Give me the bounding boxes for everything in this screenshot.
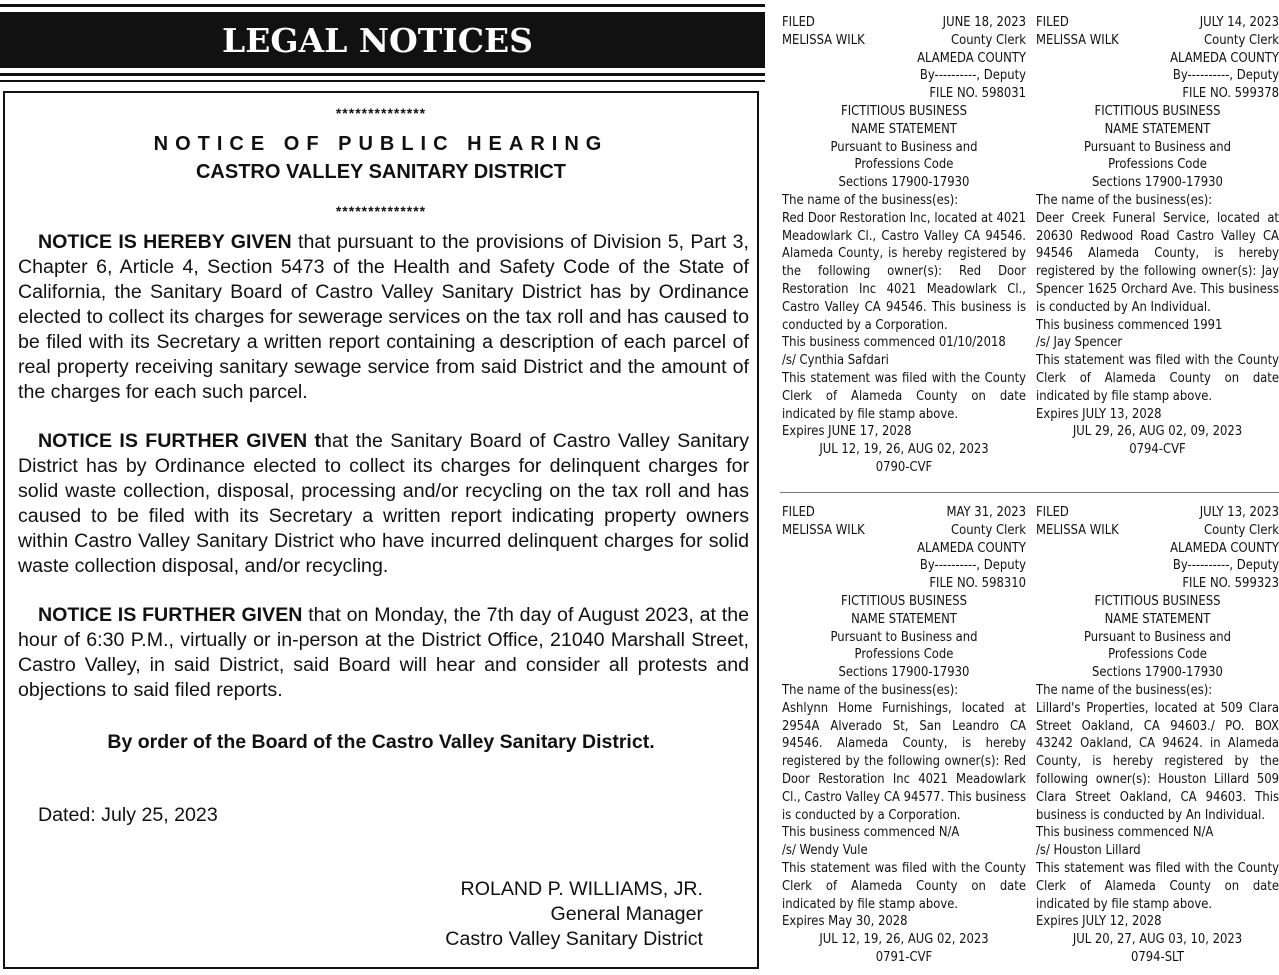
deputy: By----------, Deputy bbox=[919, 558, 1026, 574]
file-number: FILE NO. 598031 bbox=[929, 86, 1026, 102]
signature-title: General Manager bbox=[550, 903, 703, 925]
commenced: This business commenced 01/10/2018 bbox=[782, 335, 1006, 351]
star-divider-top: ************** bbox=[335, 105, 427, 121]
business-names-label: The name of the business(es): bbox=[782, 192, 959, 208]
publication-dates: JUL 29, 26, AUG 02, 09, 2023 bbox=[1072, 424, 1243, 440]
notice-district: CASTRO VALLEY SANITARY DISTRICT bbox=[195, 161, 567, 183]
statement-heading: NAME STATEMENT bbox=[1104, 121, 1211, 137]
filing-statement: This statement was filed with the County Clerk of Alameda County on date indicated by file stamp above. bbox=[782, 370, 1026, 422]
paragraph-text: that pursuant to the provisions of Division 5, Part 3, Chapter 6, Article 4, Section 5473 of the Health and Safety Code of the State of California, the Sanitary Board of Castro Valley Sanitary District has by Ordinance elected to collect its charges for sewerage services on the tax roll and has caused to be filed with its Secretary a written report containing a description of each parcel of real property receiving sanitary sewage service from said District and the amount of the charges for each such parcel. bbox=[18, 231, 750, 403]
notice-paragraph-3 bbox=[18, 603, 749, 703]
filed-label: FILED bbox=[1036, 505, 1069, 520]
section-banner bbox=[0, 12, 765, 68]
statement-heading: NAME STATEMENT bbox=[1104, 611, 1211, 627]
public-hearing-notice bbox=[3, 91, 759, 969]
notice-title: NOTICE OF PUBLIC HEARING bbox=[153, 133, 609, 155]
top-rule bbox=[0, 4, 765, 7]
clerk-name: MELISSA WILK bbox=[782, 32, 865, 48]
bottom-rule-thin bbox=[0, 80, 765, 82]
signature-name: ROLAND P. WILLIAMS, JR. bbox=[460, 878, 703, 900]
statement-heading: FICTITIOUS BUSINESS bbox=[1094, 593, 1221, 609]
star-divider-bottom: ************** bbox=[335, 203, 427, 219]
notice-code: 0790-CVF bbox=[875, 459, 933, 475]
filed-row bbox=[1036, 14, 1279, 32]
statement-heading: NAME STATEMENT bbox=[851, 611, 957, 627]
county: ALAMEDA COUNTY bbox=[1170, 540, 1279, 556]
county: ALAMEDA COUNTY bbox=[1170, 50, 1279, 66]
statement-subheading: Pursuant to Business and bbox=[830, 629, 978, 645]
clerk-title: County Clerk bbox=[1203, 522, 1279, 538]
publication-dates: JUL 20, 27, AUG 03, 10, 2023 bbox=[1072, 932, 1243, 948]
deputy: By----------, Deputy bbox=[1172, 68, 1279, 84]
column-divider bbox=[780, 492, 1279, 493]
notice-code: 0794-CVF bbox=[1129, 442, 1186, 458]
county: ALAMEDA COUNTY bbox=[917, 50, 1026, 66]
fbn-statement bbox=[782, 504, 1026, 967]
notice-code: 0791-CVF bbox=[875, 949, 933, 965]
expiration: Expires JUNE 17, 2028 bbox=[782, 424, 912, 440]
fbn-statement bbox=[1036, 504, 1279, 967]
notice-paragraph-2 bbox=[18, 429, 749, 579]
file-number: FILE NO. 599378 bbox=[1182, 86, 1279, 102]
statement-heading: FICTITIOUS BUSINESS bbox=[841, 103, 967, 119]
statement-heading: FICTITIOUS BUSINESS bbox=[1094, 103, 1221, 119]
paragraph-text: hat the Sanitary Board of Castro Valley Sanitary District has by Ordinance elected to collect its charges for delinquent charges for solid waste collection, disposal, processing and/or recycling on the tax roll and has caused to be filed with its Secretary a written report indicating property owners within Castro Valley Sanitary District who have incurred delinquent charges for solid waste collection disposal, and/or recycling. bbox=[18, 430, 749, 577]
file-number: FILE NO. 598310 bbox=[929, 576, 1026, 592]
statement-subheading: Pursuant to Business and bbox=[1083, 629, 1232, 645]
filed-label: FILED bbox=[782, 505, 815, 520]
statement-subheading: Sections 17900-17930 bbox=[1092, 175, 1223, 191]
business-names-label: The name of the business(es): bbox=[1036, 192, 1213, 208]
deputy: By----------, Deputy bbox=[919, 68, 1026, 84]
signed-by: /s/ Cynthia Safdari bbox=[782, 353, 889, 369]
notice-paragraph-1 bbox=[18, 230, 749, 405]
deputy: By----------, Deputy bbox=[1172, 558, 1279, 574]
clerk-row bbox=[1036, 32, 1279, 50]
clerk-name: MELISSA WILK bbox=[1036, 32, 1119, 48]
filing-statement: This statement was filed with the County Clerk of Alameda County on date indicated by file stamp above. bbox=[1036, 860, 1279, 912]
clerk-name: MELISSA WILK bbox=[782, 522, 865, 538]
statement-subheading: Professions Code bbox=[1108, 647, 1207, 663]
clerk-title: County Clerk bbox=[1203, 32, 1279, 48]
county: ALAMEDA COUNTY bbox=[917, 540, 1026, 556]
business-names-label: The name of the business(es): bbox=[782, 682, 959, 698]
business-names-label: The name of the business(es): bbox=[1036, 682, 1213, 698]
statement-subheading: Pursuant to Business and bbox=[1083, 139, 1232, 155]
statement-subheading: Pursuant to Business and bbox=[830, 139, 978, 155]
signed-by: /s/ Houston Lillard bbox=[1036, 843, 1141, 859]
fbn-statement bbox=[782, 14, 1026, 477]
commenced: This business commenced N/A bbox=[782, 825, 960, 841]
publication-dates: JUL 12, 19, 26, AUG 02, 2023 bbox=[819, 932, 989, 948]
statement-subheading: Professions Code bbox=[854, 157, 954, 173]
clerk-title: County Clerk bbox=[951, 32, 1026, 48]
business-details: Red Door Restoration Inc, located at 4021 Meadowlark Cl., Castro Valley CA 94546. Alameda County, is hereby registered by the following owner(s): Red Door Restoration Inc 4021 Meadowlark Cl., Castro Valley CA 94546. This business is conducted by a Corporation. bbox=[782, 210, 1026, 333]
filing-statement: This statement was filed with the County Clerk of Alameda County on date indicated by file stamp above. bbox=[782, 860, 1026, 912]
filed-row bbox=[782, 504, 1026, 522]
statement-subheading: Professions Code bbox=[854, 647, 954, 663]
clerk-name: MELISSA WILK bbox=[1036, 522, 1119, 538]
statement-subheading: Sections 17900-17930 bbox=[1092, 665, 1223, 681]
filed-date: JUNE 18, 2023 bbox=[942, 15, 1026, 30]
filed-date: JULY 14, 2023 bbox=[1199, 15, 1279, 30]
bottom-rule-thick bbox=[0, 73, 765, 76]
statement-heading: FICTITIOUS BUSINESS bbox=[841, 593, 967, 609]
clerk-title: County Clerk bbox=[951, 522, 1026, 538]
filed-label: FILED bbox=[782, 15, 815, 30]
business-details: Deer Creek Funeral Service, located at 20630 Redwood Road Castro Valley CA 94546 Alameda County, is hereby registered by the following owner(s): Jay Spencer 1625 Orchard Ave. This business is conducted by An Individual. bbox=[1036, 210, 1279, 315]
clerk-row bbox=[782, 522, 1026, 540]
commenced: This business commenced 1991 bbox=[1036, 317, 1223, 333]
filed-row bbox=[1036, 504, 1279, 522]
notice-date: Dated: July 25, 2023 bbox=[38, 804, 218, 826]
paragraph-lead: NOTICE IS FURTHER GIVEN t bbox=[38, 430, 322, 452]
paragraph-lead: NOTICE IS HEREBY GIVEN bbox=[38, 231, 292, 253]
paragraph-lead: NOTICE IS FURTHER GIVEN bbox=[38, 604, 303, 626]
notice-code: 0794-SLT bbox=[1130, 949, 1185, 965]
statement-subheading: Sections 17900-17930 bbox=[838, 175, 970, 191]
filing-statement: This statement was filed with the County Clerk of Alameda County on date indicated by file stamp above. bbox=[1036, 353, 1279, 404]
statement-subheading: Sections 17900-17930 bbox=[838, 665, 970, 681]
expiration: Expires JULY 12, 2028 bbox=[1036, 914, 1162, 930]
business-details: Lillard's Properties, located at 509 Clara Street Oakland, CA 94603./ PO. BOX 43242 Oakland, CA 94624. in Alameda County, is hereby registered by the following owner(s): Houston Lillard 509 Clara Street Oakland, CA 94603. This business is conducted by An Individual. bbox=[1036, 700, 1279, 823]
board-order: By order of the Board of the Castro Valley Sanitary District. bbox=[107, 731, 655, 753]
filed-label: FILED bbox=[1036, 15, 1069, 30]
publication-dates: JUL 12, 19, 26, AUG 02, 2023 bbox=[819, 442, 989, 458]
statement-subheading: Professions Code bbox=[1108, 157, 1207, 173]
paragraph-text: that on Monday, the 7th day of August 2023, at the hour of 6:30 P.M., virtually or in-person at the District Office, 21040 Marshall Street, Castro Valley, in said District, said Board will hear and consider all protests and objections to said filed reports. bbox=[18, 604, 749, 701]
clerk-row bbox=[782, 32, 1026, 50]
fbn-statement bbox=[1036, 14, 1279, 459]
section-title: LEGAL NOTICES bbox=[222, 20, 533, 60]
expiration: Expires May 30, 2028 bbox=[782, 914, 908, 930]
filed-date: JULY 13, 2023 bbox=[1199, 505, 1279, 520]
filed-row bbox=[782, 14, 1026, 32]
signed-by: /s/ Jay Spencer bbox=[1036, 335, 1123, 351]
filed-date: MAY 31, 2023 bbox=[946, 505, 1026, 520]
expiration: Expires JULY 13, 2028 bbox=[1036, 406, 1162, 422]
statement-heading: NAME STATEMENT bbox=[851, 121, 957, 137]
file-number: FILE NO. 599323 bbox=[1182, 576, 1279, 592]
signed-by: /s/ Wendy Vule bbox=[782, 843, 868, 859]
clerk-row bbox=[1036, 522, 1279, 540]
business-details: Ashlynn Home Furnishings, located at 2954A Alverado St, San Leandro CA 94546. Alameda County, is hereby registered by the following owner(s): Red Door Restoration Inc 4021 Meadowlark Cl., Castro Valley CA 94577. This business is conducted by a Corporation. bbox=[782, 700, 1026, 823]
commenced: This business commenced N/A bbox=[1036, 825, 1214, 841]
signature-org: Castro Valley Sanitary District bbox=[445, 928, 703, 950]
